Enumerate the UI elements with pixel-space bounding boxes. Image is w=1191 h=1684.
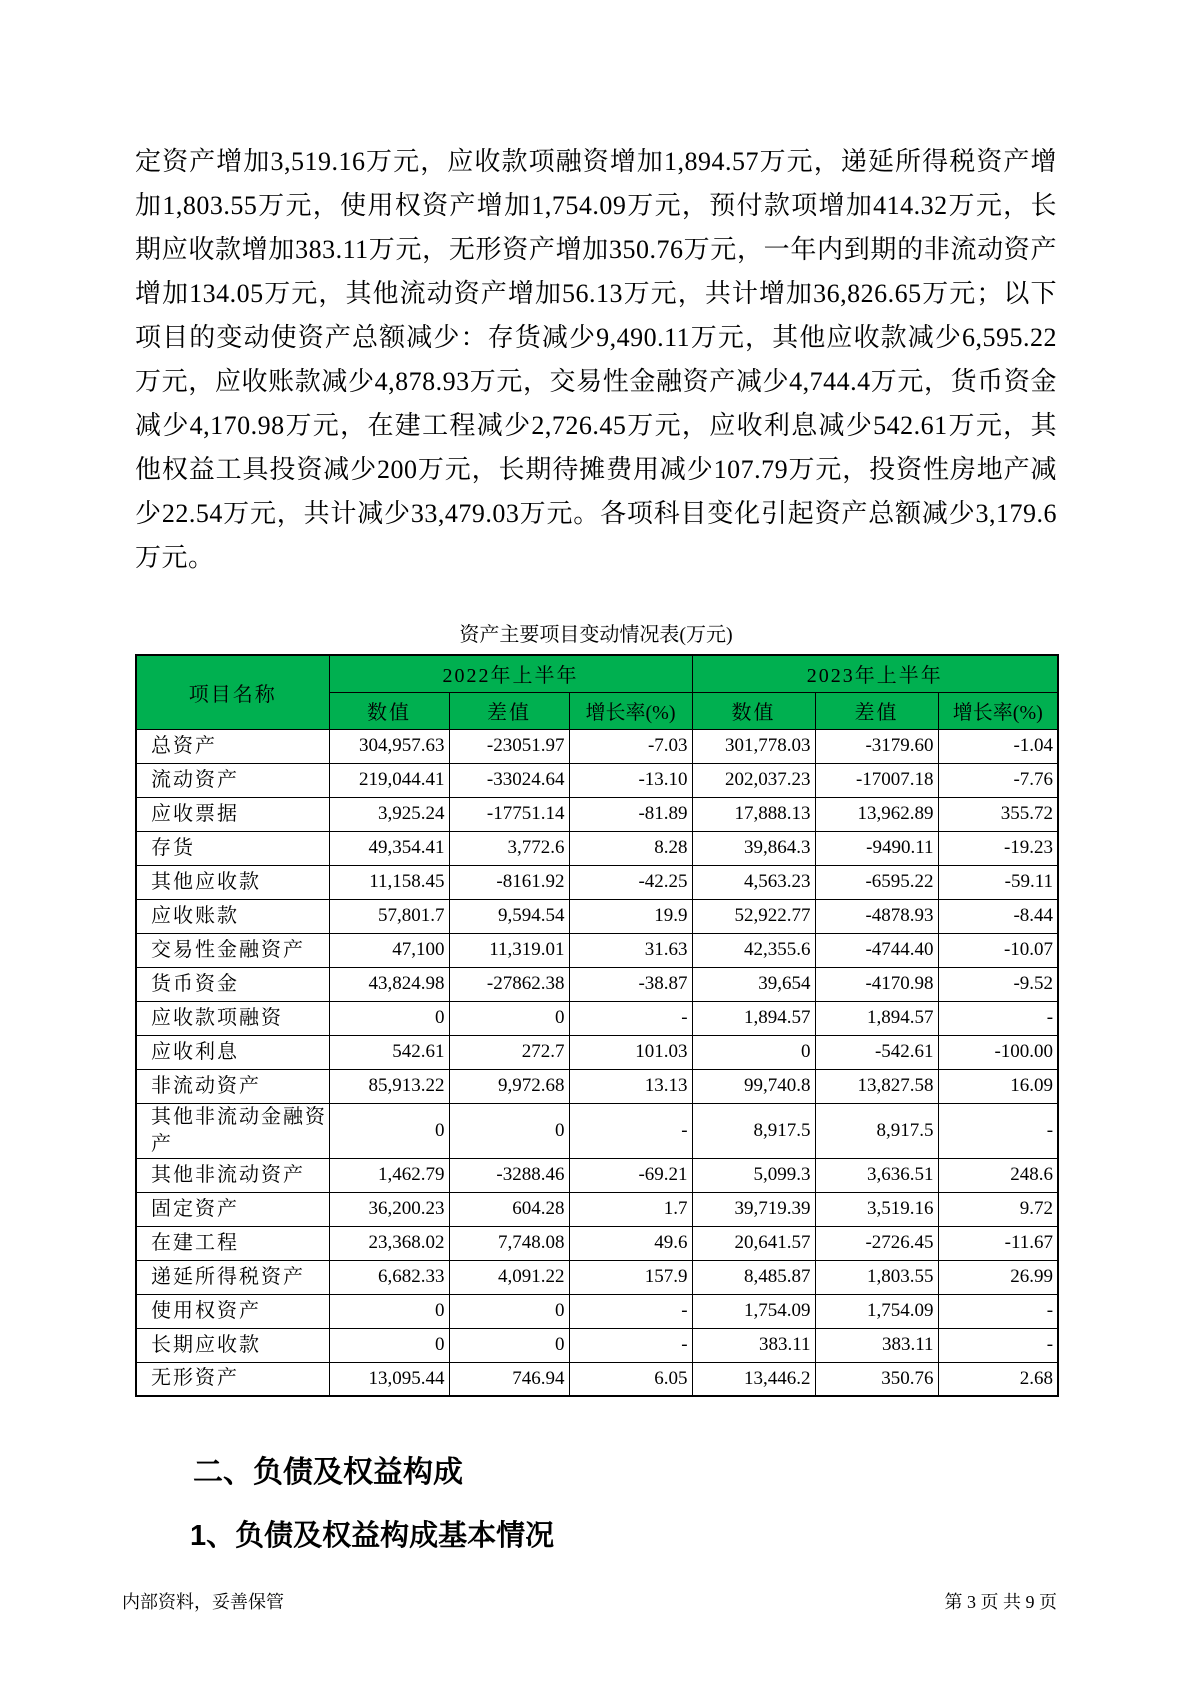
header-2023-diff: 差值 [815, 692, 938, 729]
row-value-cell: -4170.98 [815, 967, 938, 1001]
row-item-name: 应收利息 [136, 1035, 329, 1069]
row-value-cell: 1,754.09 [692, 1294, 815, 1328]
row-value-cell: - [569, 1103, 692, 1158]
header-2022-diff: 差值 [449, 692, 569, 729]
row-value-cell: -542.61 [815, 1035, 938, 1069]
row-value-cell: 8,485.87 [692, 1260, 815, 1294]
row-value-cell: 219,044.41 [329, 763, 449, 797]
table-row [136, 729, 1058, 763]
row-value-cell: 36,200.23 [329, 1192, 449, 1226]
table-row [136, 1226, 1058, 1260]
row-value-cell: 9.72 [938, 1192, 1058, 1226]
row-value-cell: 8,917.5 [692, 1103, 815, 1158]
row-item-name: 递延所得税资产 [136, 1260, 329, 1294]
header-year-2023: 2023年上半年 [692, 655, 1058, 692]
row-value-cell: 3,519.16 [815, 1192, 938, 1226]
row-value-cell: 0 [329, 1294, 449, 1328]
row-item-name: 存货 [136, 831, 329, 865]
row-value-cell: 19.9 [569, 899, 692, 933]
row-value-cell: - [938, 1294, 1058, 1328]
row-value-cell: 248.6 [938, 1158, 1058, 1192]
row-value-cell: 7,748.08 [449, 1226, 569, 1260]
table-row [136, 1103, 1058, 1158]
row-value-cell: 0 [329, 1001, 449, 1035]
table-row [136, 1328, 1058, 1362]
row-value-cell: -9.52 [938, 967, 1058, 1001]
row-value-cell: -27862.38 [449, 967, 569, 1001]
row-value-cell: 9,972.68 [449, 1069, 569, 1103]
row-value-cell: -19.23 [938, 831, 1058, 865]
footer-page-number: 第 3 页 共 9 页 [944, 1592, 1057, 1612]
row-value-cell: -7.03 [569, 729, 692, 763]
row-value-cell: 13,827.58 [815, 1069, 938, 1103]
row-value-cell: 43,824.98 [329, 967, 449, 1001]
table-row [136, 1158, 1058, 1192]
table-row [136, 933, 1058, 967]
row-value-cell: 49.6 [569, 1226, 692, 1260]
row-value-cell: -33024.64 [449, 763, 569, 797]
row-value-cell: 0 [449, 1001, 569, 1035]
row-value-cell: 6.05 [569, 1362, 692, 1396]
row-value-cell: -1.04 [938, 729, 1058, 763]
table-title: 资产主要项目变动情况表(万元) [459, 624, 733, 646]
row-value-cell: 355.72 [938, 797, 1058, 831]
table-row [136, 1294, 1058, 1328]
row-value-cell: 13,095.44 [329, 1362, 449, 1396]
table-row [136, 763, 1058, 797]
row-value-cell: 2.68 [938, 1362, 1058, 1396]
row-value-cell: -9490.11 [815, 831, 938, 865]
row-value-cell: 8,917.5 [815, 1103, 938, 1158]
row-value-cell: -8161.92 [449, 865, 569, 899]
row-value-cell: 101.03 [569, 1035, 692, 1069]
row-value-cell: -3179.60 [815, 729, 938, 763]
header-year-2022: 2022年上半年 [329, 655, 692, 692]
row-value-cell: 4,563.23 [692, 865, 815, 899]
row-value-cell: - [569, 1001, 692, 1035]
row-value-cell: -38.87 [569, 967, 692, 1001]
row-value-cell: 202,037.23 [692, 763, 815, 797]
row-item-name: 交易性金融资产 [136, 933, 329, 967]
row-value-cell: 6,682.33 [329, 1260, 449, 1294]
row-value-cell: 8.28 [569, 831, 692, 865]
row-value-cell: 604.28 [449, 1192, 569, 1226]
row-value-cell: 272.7 [449, 1035, 569, 1069]
table-row [136, 1260, 1058, 1294]
row-item-name: 无形资产 [136, 1362, 329, 1396]
row-value-cell: 11,158.45 [329, 865, 449, 899]
row-value-cell: 39,654 [692, 967, 815, 1001]
table-row [136, 1001, 1058, 1035]
row-value-cell: -69.21 [569, 1158, 692, 1192]
row-value-cell: 23,368.02 [329, 1226, 449, 1260]
row-value-cell: 157.9 [569, 1260, 692, 1294]
row-value-cell: 746.94 [449, 1362, 569, 1396]
row-value-cell: 47,100 [329, 933, 449, 967]
table-row [136, 831, 1058, 865]
row-item-name: 应收账款 [136, 899, 329, 933]
row-value-cell: -17751.14 [449, 797, 569, 831]
row-value-cell: 1,462.79 [329, 1158, 449, 1192]
row-value-cell: 26.99 [938, 1260, 1058, 1294]
row-value-cell: 304,957.63 [329, 729, 449, 763]
row-value-cell: 350.76 [815, 1362, 938, 1396]
row-value-cell: -59.11 [938, 865, 1058, 899]
row-value-cell: 0 [449, 1103, 569, 1158]
row-value-cell: -10.07 [938, 933, 1058, 967]
table-row [136, 1035, 1058, 1069]
row-value-cell: - [938, 1103, 1058, 1158]
row-value-cell: 4,091.22 [449, 1260, 569, 1294]
row-value-cell: -4744.40 [815, 933, 938, 967]
row-value-cell: 99,740.8 [692, 1069, 815, 1103]
table-row [136, 1192, 1058, 1226]
row-value-cell: 3,636.51 [815, 1158, 938, 1192]
row-value-cell: - [569, 1294, 692, 1328]
row-value-cell: 13,962.89 [815, 797, 938, 831]
row-value-cell: 542.61 [329, 1035, 449, 1069]
table-row [136, 899, 1058, 933]
table-row [136, 797, 1058, 831]
row-value-cell: 1,894.57 [815, 1001, 938, 1035]
table-row [136, 1069, 1058, 1103]
row-value-cell: 3,925.24 [329, 797, 449, 831]
row-value-cell: 1,894.57 [692, 1001, 815, 1035]
row-value-cell: 13,446.2 [692, 1362, 815, 1396]
section-heading-liabilities: 二、负债及权益构成 [193, 1456, 463, 1489]
page-content [135, 140, 1057, 1554]
row-value-cell: - [938, 1001, 1058, 1035]
row-item-name: 长期应收款 [136, 1328, 329, 1362]
asset-change-paragraph: 定资产增加3,519.16万元，应收款项融资增加1,894.57万元，递延所得税资产增加1,803.55万元，使用权资产增加1,754.09万元，预付款项增加414.32万元，长期应收款增加383.11万元，无形资产增加350.76万元，一年内到期的非流动资产增加134.05万元，其他流动资产增加56.13万元，共计增加36,826.65万元；以下项目的变动使资产总额减少：存货减少9,490.11万元，其他应收款减少6,595.22万元，应收账款减少4,878.93万元，交易性金融资产减少4,744.4万元，货币资金减少4,170.98万元，在建工程减少2,726.45万元，应收利息减少542.61万元，其他权益工具投资减少200万元，长期待摊费用减少107.79万元，投资性房地产减少22.54万元，共计减少33,479.03万元。各项科目变化引起资产总额减少3,179.6万元。 [135, 147, 1057, 572]
row-value-cell: 1,754.09 [815, 1294, 938, 1328]
row-value-cell: 85,913.22 [329, 1069, 449, 1103]
row-value-cell: 3,772.6 [449, 831, 569, 865]
row-value-cell: 31.63 [569, 933, 692, 967]
row-value-cell: -17007.18 [815, 763, 938, 797]
row-value-cell: 5,099.3 [692, 1158, 815, 1192]
row-value-cell: 20,641.57 [692, 1226, 815, 1260]
row-value-cell: -23051.97 [449, 729, 569, 763]
row-item-name: 非流动资产 [136, 1069, 329, 1103]
row-item-name: 应收票据 [136, 797, 329, 831]
row-item-name: 流动资产 [136, 763, 329, 797]
header-2022-value: 数值 [329, 692, 449, 729]
row-value-cell: -6595.22 [815, 865, 938, 899]
row-value-cell: -3288.46 [449, 1158, 569, 1192]
page-footer [122, 1588, 1057, 1614]
row-value-cell: 57,801.7 [329, 899, 449, 933]
row-value-cell: 42,355.6 [692, 933, 815, 967]
asset-change-table [135, 654, 1059, 1397]
header-2023-value: 数值 [692, 692, 815, 729]
row-value-cell: -4878.93 [815, 899, 938, 933]
row-value-cell: 11,319.01 [449, 933, 569, 967]
row-value-cell: -11.67 [938, 1226, 1058, 1260]
row-value-cell: -100.00 [938, 1035, 1058, 1069]
row-value-cell: 1.7 [569, 1192, 692, 1226]
subsection-heading-liabilities-basic: 1、负债及权益构成基本情况 [190, 1520, 555, 1552]
row-value-cell: - [569, 1328, 692, 1362]
header-2022-growth: 增长率(%) [569, 692, 692, 729]
row-value-cell: -42.25 [569, 865, 692, 899]
header-item-column: 项目名称 [136, 655, 329, 729]
row-value-cell: 0 [692, 1035, 815, 1069]
row-item-name: 总资产 [136, 729, 329, 763]
row-value-cell: 301,778.03 [692, 729, 815, 763]
table-header-year-row [136, 655, 1058, 692]
row-item-name: 在建工程 [136, 1226, 329, 1260]
row-value-cell: 49,354.41 [329, 831, 449, 865]
row-value-cell: 39,719.39 [692, 1192, 815, 1226]
table-row [136, 967, 1058, 1001]
row-value-cell: 383.11 [692, 1328, 815, 1362]
row-value-cell: 0 [449, 1294, 569, 1328]
row-value-cell: 9,594.54 [449, 899, 569, 933]
row-value-cell: 1,803.55 [815, 1260, 938, 1294]
row-value-cell: 0 [329, 1328, 449, 1362]
row-value-cell: 383.11 [815, 1328, 938, 1362]
row-value-cell: -2726.45 [815, 1226, 938, 1260]
row-value-cell: -8.44 [938, 899, 1058, 933]
row-value-cell: -13.10 [569, 763, 692, 797]
table-header [136, 655, 1058, 729]
row-value-cell: 0 [329, 1103, 449, 1158]
table-row [136, 865, 1058, 899]
row-value-cell: - [938, 1328, 1058, 1362]
row-item-name: 使用权资产 [136, 1294, 329, 1328]
row-item-name: 其他非流动金融资产 [136, 1103, 329, 1158]
row-value-cell: 39,864.3 [692, 831, 815, 865]
row-value-cell: 16.09 [938, 1069, 1058, 1103]
row-item-name: 其他应收款 [136, 865, 329, 899]
row-item-name: 其他非流动资产 [136, 1158, 329, 1192]
footer-confidential-note: 内部资料，妥善保管 [122, 1592, 284, 1612]
row-value-cell: -81.89 [569, 797, 692, 831]
row-item-name: 应收款项融资 [136, 1001, 329, 1035]
row-value-cell: 52,922.77 [692, 899, 815, 933]
row-value-cell: -7.76 [938, 763, 1058, 797]
table-body [136, 729, 1058, 1396]
row-value-cell: 0 [449, 1328, 569, 1362]
row-value-cell: 17,888.13 [692, 797, 815, 831]
row-item-name: 货币资金 [136, 967, 329, 1001]
header-2023-growth: 增长率(%) [938, 692, 1058, 729]
table-row [136, 1362, 1058, 1396]
row-value-cell: 13.13 [569, 1069, 692, 1103]
row-item-name: 固定资产 [136, 1192, 329, 1226]
